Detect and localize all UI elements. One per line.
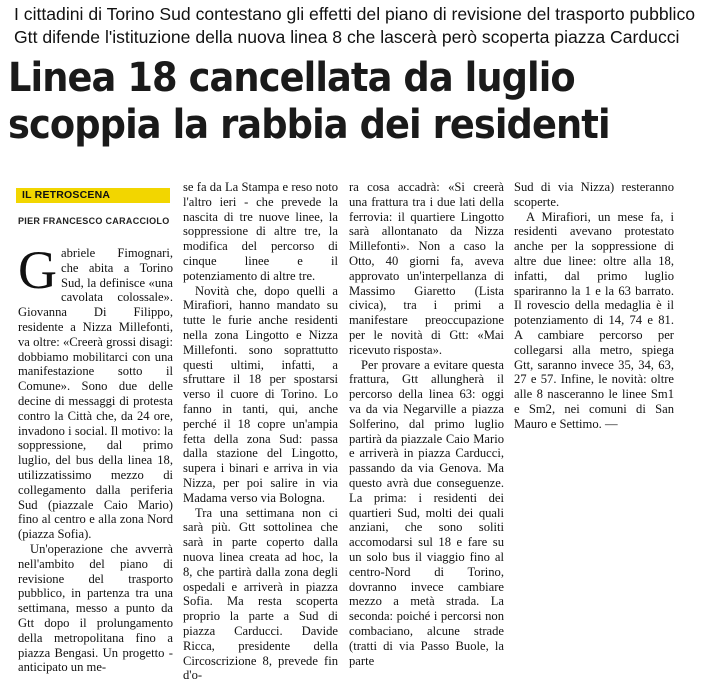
paragraph: Sud di via Nizza) resteranno scoperte. <box>514 180 674 209</box>
article-column-3 <box>349 180 504 668</box>
paragraph: Novità che, dopo quelli a Mirafiori, hanno mandato su tutte le furie anche residenti nella zona Lingotto e Nizza Millefonti. sono soprattutto questi ultimi, infatti, a sfruttare il 18 per spostarsi verso il cuore di Torino. Lo fanno in tanti, qui, anche perché il 18 copre un'ampia fetta della zona Sud: passa dalla stazione del Lingotto, supera i binari e arriva in via Nizza, per poi salire in via Madama verso via Bologna. <box>183 283 338 505</box>
paragraph: se fa da La Stampa e reso noto l'altro ieri - che prevede la nascita di tre nuove linee, la soppressione di altre tre, la modifica del percorso di cinque linee e il potenziamento di altre tre. <box>183 180 338 283</box>
section-label: IL RETROSCENA <box>16 188 170 203</box>
article-column-1 <box>18 240 173 675</box>
article-column-2 <box>183 180 338 683</box>
kicker-line-1: I cittadini di Torino Sud contestano gli effetti del piano di revisione del trasporto pubblico <box>14 4 696 24</box>
paragraph: Tra una settimana non ci sarà più. Gtt sottolinea che sarà in parte coperto dalla nuova linea creata ad hoc, la 8, che partirà dalla zona degli ospedali e arriverà in piazza Sofia. Ma resta scoperta proprio la parte a Sud di piazza Carducci. Davide Ricca, presidente della Circoscrizione 8, prevede fin d'o- <box>183 505 338 683</box>
paragraph: ra cosa accadrà: «Si creerà una frattura tra i due lati della ferrovia: il quartiere Lingotto sarà allontanato da Nizza Millefonti». Non a caso la Otto, 40 giorni fa, aveva approvato un'interpellanza di Massimo Giaretto (Lista civica), tra i primi a manifestare preoccupazione per le novità di Gtt: «Mai ricevuto risposta». <box>349 180 504 357</box>
headline-line-1: Linea 18 cancellata da luglio <box>8 55 575 101</box>
dropcap: G <box>18 240 57 300</box>
article-column-4 <box>514 180 674 432</box>
kicker-line-2: Gtt difende l'istituzione della nuova linea 8 che lascerà però scoperta piazza Carducci <box>14 27 680 47</box>
headline-line-2: scoppia la rabbia dei residenti <box>8 102 610 148</box>
paragraph: A Mirafiori, un mese fa, i residenti avevano protestato anche per la soppressione di altre due linee: oltre alla 18, infatti, dal primo luglio spariranno la 1 e la 63 barrato. Il rovescio della medaglia è il potenziamento di 14, 74 e 81. A cambiare percorso per collegarsi alla metro, spiega Gtt, saranno invece 35, 34, 63, 27 e 57. Infine, le novità: oltre alle 8 nasceranno le linee Sm1 e Sm2, nei comuni di San Mauro e Settimo. — <box>514 209 674 431</box>
kicker <box>14 3 704 49</box>
paragraph: Per provare a evitare questa frattura, Gtt allungherà il percorso della linea 63: oggi va da via Negarville a piazza Solferino, dal primo luglio partirà da piazzale Caio Mario e arriverà in piazza Carducci, passando da via Genova. Ma questo avrà due conseguenze. La prima: i residenti dei quartieri Sud, molti dei quali anziani, che sono soliti accomodarsi sul 18 e fare su un solo bus il viaggio fino al centro-Nord di Torino, dovranno invece cambiare mezzo a metà strada. La seconda: poiché i percorsi non combaciano, alcune strade (tratti di via Passo Buole, la parte <box>349 357 504 668</box>
paragraph <box>18 240 173 542</box>
byline: PIER FRANCESCO CARACCIOLO <box>18 216 170 226</box>
paragraph: Un'operazione che avverrà nell'ambito del piano di revisione del trasporto pubblico, in partenza tra una settimana, messo a punto da Gtt dopo il prolungamento della metropolitana fino a piazza Bengasi. Un progetto - anticipato un me- <box>18 541 173 675</box>
headline <box>8 55 652 149</box>
paragraph-text: abriele Fimognari, che abita a Torino Sud, la definisce «una cavolata colossale». Giovanna Di Filippo, residente a Nizza Millefonti, va oltre: «Creerà grossi disagi: dobbiamo mobilitarci con una manifestazione sotto il Comune». Sono due delle decine di messaggi di protesta contro la Città che, da 24 ore, invadono i social. Il motivo: la soppressione, dal primo luglio, del bus della linea 18, utilizzatissimo mezzo di collegamento dalla periferia Sud (piazzale Caio Mario) fino al centro e alla zona Nord (piazza Sofia). <box>18 246 173 542</box>
